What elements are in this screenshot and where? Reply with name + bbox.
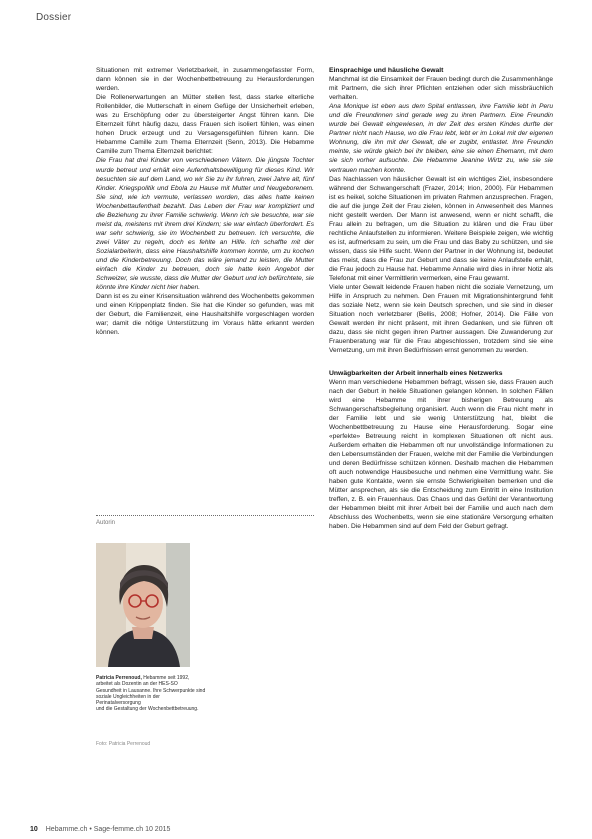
- section-header: Dossier: [36, 12, 72, 23]
- author-bio: [96, 675, 206, 713]
- body-paragraph: Manchmal ist die Einsamkeit der Frauen bedingt durch die Zusammenhänge mit Partnern, die sich ihrer Pflichten entziehen oder sich missbräuchlich verhalten.: [329, 76, 553, 102]
- author-bio-line: soziale Ungleichheiten in der Perinatalversorgung: [96, 693, 160, 707]
- section-heading: Unwägbarkeiten der Arbeit innerhalb eines Netzwerks: [329, 369, 503, 377]
- author-bio-line: Hebamme seit 1992,: [143, 675, 190, 681]
- author-divider: [96, 515, 314, 516]
- author-photo: [96, 543, 190, 667]
- body-paragraph: Dann ist es zu einer Krisensituation während des Wochenbetts gekommen und einen Krippenplatz finden. Sie hat die Kinder so gefunden, was mit der Geburt, die Familienzeit, eine Haushaltshilfe vorgeschlagen worden war; damit die nötige Unterstützung im Voraus hätte erkannt werden können.: [96, 293, 314, 337]
- body-paragraph: Viele unter Gewalt leidende Frauen haben nicht die soziale Vernetzung, um Hilfe in Anspruch zu nehmen. Den Frauen mit Migrationshintergrund fehlt das soziale Netz, wenn sie kein Deutsch sprechen, und sie sind in dieser Situation noch verletzbarer (Bellis, 2008; Hofner, 2014). Die Fälle von Gewalt werden ihr nicht präsent, mit ihren Gedanken, und sie führen oft dazu, dass sie nicht gegen ihren Partner aussagen. Die Zuwanderung zur Frauenberatung war für die Frau abgeschlossen, trotzdem sind sie eine Vernetzung, um mit ihren Bedürfnissen ernst genommen zu werden.: [329, 284, 553, 355]
- page-number: 10: [30, 826, 38, 833]
- author-bio-line: und die Gestaltung der Wochenbettbetreuung.: [96, 706, 199, 713]
- body-paragraph: Wenn man verschiedene Hebammen befragt, wissen sie, dass Frauen auch nach der Geburt in heikle Situationen gelangen können. In solchen Fällen wird eine Hebamme mit ihrer bisherigen Betreuung als Schwangerschaftsbegleitung organisiert. Auch wenn die Frau nicht mehr in der Familie lebt und sie wenig Unterstützung hat, bleibt die Wochenbettbetreuung zu Hause eine Herausforderung. Sogar eine «perfekte» Betreuung reicht in komplexen Situationen oft nicht aus. Außerdem erhalten die Hebammen oft nur unvollständige Informationen zu den Lebensumständen der Frauen, welche mit der Familie die Verbindungen und deren Bedürfnisse schützen können. Deshalb machen die Hebammen oft auch notwendige Hausbesuche und nehmen eine Vermittlung wahr. Sie haben gute Kontakte, wenn sie ernste Schwierigkeiten bemerken und die Mütter ansprechen, als sie die Entscheidung zum Eintritt in eine Institution treffen, z. B. ein Frauenhaus. Das Chaos und das Gefühl der Verantwortung der Hebammen bleibt mit ihrer Arbeit bei der Familie und auch nach dem Abschluss des Wochenbetts, wenn sie eine stationäre Versorgung erhalten haben. Die Hebammen sind auf dem Feld der Geburt gefragt.: [329, 378, 553, 531]
- publication-name: Hebamme.ch • Sage-femme.ch 10 2015: [45, 826, 171, 833]
- author-name: Patricia Perrenoud,: [96, 675, 142, 681]
- body-paragraph: Ana Monique ist eben aus dem Spital entlassen, ihre Familie lebt in Peru und die Freundinnen sind gerade weg zu ihren Partnern. Eine Freundin wurde bei Gewalt eingewiesen, in der Zeit des ersten Kindes durfte der Partner nicht nach Hause, wo die Frau lebt, lebt er im Lokal mit der eigenen Wohnung, die ihn mit der Gewalt, die er zugibt, entlastet. Ihre Freundin meinte, sie würde gleich bei ihr bleiben, eine sie einen Ehemann, mit dem sie sich vorher aufsuchte. Die Hebamme Jeanine Wirtz zu, wie sie sie vertrauen machen konnte.: [329, 103, 553, 174]
- body-paragraph: Situationen mit extremer Verletzbarkeit, in zusammengefasster Form, dann können sie in der Wochenbettbetreuung zu Herausforderungen werden.: [96, 67, 314, 93]
- body-paragraph: Das Nachlassen von häuslicher Gewalt ist ein wichtiges Ziel, insbesondere während der Schwangerschaft (Frazer, 2014; Irion, 2000). Für Hebammen ist es heikel, solche Situationen im privaten Rahmen anzusprechen. Fragen, die auf die junge Zeit der Frau zielen, können in Anwesenheit des Mannes nicht gestellt werden. Der Mann ist anwesend, wenn er nicht schafft, die Frau allein zu befragen, um die Situation zu klären und die Frau über rechtliche Anlaufstellen zu informieren. Weitere Beispiele zeigen, wie wichtig es ist, aufmerksam zu sein, um die Frau und das Baby zu schützen, und sie wissen, dass sie Hilfe sucht. Wenn der Partner in der Wohnung ist, bedeutet das meist, dass die Frau zur Geburt und dass sie keine Anlaufstelle erhält, die Frau jedoch zu Hause hat. Hebamme Annalie wird dies in ihrer Notiz als Telefonat mit einer Vermittlerin vermerken, eine Frau gewarnt.: [329, 175, 553, 283]
- page-footer: [30, 826, 170, 833]
- right-column: [329, 66, 553, 531]
- photo-credit: Foto: Patricia Perrenoud: [96, 741, 151, 747]
- author-portrait-image: [96, 543, 190, 667]
- author-bio-line: Gesundheit in Lausanne. Ihre Schwerpunkte sind: [96, 687, 206, 694]
- author-bio-line: arbeitet als Dozentin an der HES-SO: [96, 681, 178, 688]
- body-paragraph: Die Rollenerwartungen an Mütter stellen fest, dass starke elterliche Rollenbilder, die Mutterschaft in einem Gefüge der Unsicherheit erleben, was zu Erschöpfung oder zu übersteigerter Angst führen kann. Die Elternzeit führt häufig dazu, dass Frauen sich isoliert fühlen, was einen hohen Druck erzeugt und zu Versagensgefühlen führen kann. Die Hebamme Camille zum Thema Elternzeit (Senn, 2013). Die Hebamme Camille zum Thema Elternzeit berichtet:: [96, 94, 314, 156]
- author-label: Autorin: [96, 520, 116, 526]
- section-heading: Einsprachige und häusliche Gewalt: [329, 67, 444, 74]
- left-column: [96, 66, 314, 337]
- body-paragraph: Die Frau hat drei Kinder von verschiedenen Vätern. Die jüngste Tochter wurde betreut und erhält eine Aufenthaltsbewilligung für dieses Kind. Wir besuchten sie auf dem Land, wo wir Sie zu ihr fuhren, zwei Jahre alt, fünf Kinder. Kriegspolitik und Ebola zu Hause mit Mutter und Neugeborenem. Sie sind, wie ich vermute, verlassen worden, das alles hatte keinen Wochenbettaufenthalt bezahlt. Das Leben der Frau war kompliziert und die Beziehung zu ihrer Familie schwierig. Wenn ich sie besuchte, war sie meist da, meistens mit ihrem drei Kindern; sie war einfach überfordert. Es war sehr schwierig, sie im Wochenbett zu betreuen. Ich versuchte, die zwei Väter zu regeln, doch es fehlte an Hilfe. Ich schaffte mit der Sozialarbeiterin, dass eine Haushaltshilfe kommen konnte, um zu kochen und die Kinderbetreuung. Doch das wäre jemand zu leisten, die Mutter einfach die Kinder zu betreuen, doch sie hatte kein Angebot der Schweizer, sie wusste, dass die Mutter der Geburt und ich befürchtete, sie könnte ihre Kinder nicht hier haben.: [96, 157, 314, 292]
